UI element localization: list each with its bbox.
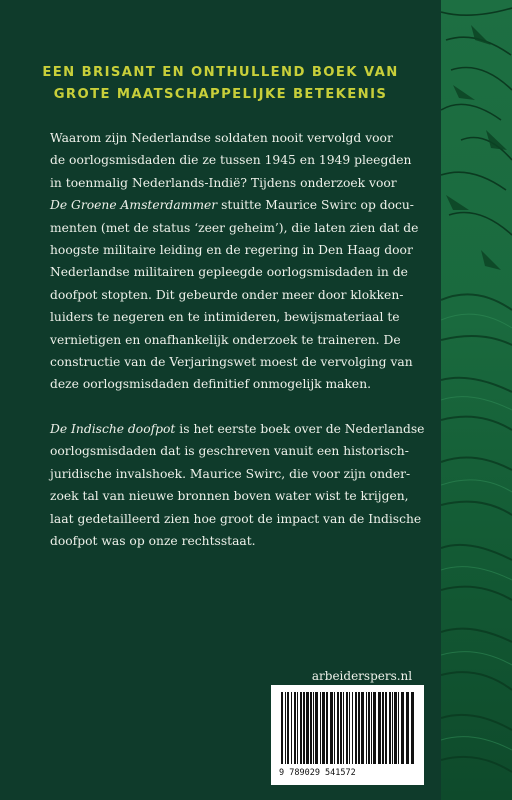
blurb-line-text: doofpot stopten. Dit gebeurde onder meer door klokken- bbox=[50, 287, 404, 302]
barcode-bar bbox=[378, 692, 381, 764]
barcode-bar bbox=[306, 692, 309, 764]
blurb-line-text: zoek tal van nieuwe bronnen boven water wist te krijgen, bbox=[50, 489, 409, 504]
barcode-bar bbox=[300, 692, 302, 764]
tagline bbox=[0, 62, 441, 106]
blurb-line bbox=[50, 239, 422, 261]
blurb-line-text: menten (met de status ‘zeer geheim’), die laten zien dat de bbox=[50, 220, 419, 235]
barcode-bar bbox=[315, 692, 318, 764]
blurb-line-text: luiders te negeren en te intimideren, bewijsmateriaal te bbox=[50, 310, 400, 325]
blurb-line-text: oorlogsmisdaden dat is geschreven vanuit een historisch- bbox=[50, 444, 409, 459]
blurb-line bbox=[50, 261, 422, 283]
blurb-line-text: in toenmalig Nederlands-Indië? Tijdens onderzoek voor bbox=[50, 175, 397, 190]
barcode-bar bbox=[401, 692, 404, 764]
blurb-line-text: laat gedetailleerd zien hoe groot de impact van de Indische bbox=[50, 511, 422, 526]
blurb-line bbox=[50, 306, 422, 328]
blurb-text bbox=[50, 127, 425, 552]
blurb-line bbox=[50, 172, 422, 194]
barcode-bar bbox=[411, 692, 414, 764]
barcode-bar bbox=[398, 692, 399, 764]
blurb-line bbox=[50, 284, 422, 306]
barcode-bar bbox=[368, 692, 370, 764]
tagline-line-2: GROTE MAATSCHAPPELIJKE BETEKENIS bbox=[53, 87, 388, 102]
barcode-bar bbox=[303, 692, 305, 764]
barcode-bar bbox=[394, 692, 397, 764]
blurb-line-text: juridische invalshoek. Maurice Swirc, die voor zijn onder- bbox=[50, 466, 411, 481]
barcode-bar bbox=[385, 692, 387, 764]
barcode-bar bbox=[406, 692, 409, 764]
blurb-line-text: constructie van de Verjaringswet moest de vervolging van bbox=[50, 355, 413, 370]
barcode-bar bbox=[294, 692, 296, 764]
blurb-line bbox=[50, 508, 422, 530]
barcode-bar bbox=[361, 692, 364, 764]
barcode-bar bbox=[287, 692, 289, 764]
blurb-line-text: hoogste militaire leiding en de regering in Den Haag door bbox=[50, 243, 413, 258]
publisher-url[interactable]: arbeiderspers.nl bbox=[311, 669, 413, 683]
barcode-bar bbox=[340, 692, 342, 764]
blurb-line-text: doofpot was op onze rechtsstaat. bbox=[50, 533, 256, 548]
isbn-barcode bbox=[271, 685, 424, 785]
blurb-line-text: stuitte Maurice Swirc op docu- bbox=[217, 198, 414, 213]
blurb-line bbox=[50, 194, 422, 216]
barcode-bar bbox=[346, 692, 348, 764]
blurb-line bbox=[50, 149, 422, 171]
barcode-bar bbox=[366, 692, 367, 764]
book-title-italic: De Groene Amsterdammer bbox=[50, 198, 218, 213]
barcode-bar bbox=[337, 692, 339, 764]
blurb-line bbox=[50, 329, 422, 351]
barcode-bars bbox=[279, 692, 416, 766]
blurb-paragraph-1 bbox=[50, 127, 422, 396]
blurb-line bbox=[50, 217, 422, 239]
barcode-bar bbox=[330, 692, 333, 764]
blurb-line-text: is het eerste boek over de Nederlandse bbox=[175, 421, 425, 436]
barcode-bar bbox=[392, 692, 393, 764]
blurb-line bbox=[50, 440, 422, 462]
barcode-bar bbox=[389, 692, 391, 764]
barcode-bar bbox=[358, 692, 360, 764]
blurb-line-text: vernietigen en onafhankelijk onderzoek te traineren. De bbox=[50, 332, 401, 347]
blurb-line-text: Waarom zijn Nederlandse soldaten nooit vervolgd voor bbox=[50, 131, 393, 145]
barcode-bar bbox=[320, 692, 321, 764]
blurb-line-text: de oorlogsmisdaden die ze tussen 1945 en 1949 pleegden bbox=[50, 153, 412, 168]
blurb-line bbox=[50, 351, 422, 373]
blurb-paragraph-2 bbox=[50, 418, 425, 552]
blurb-line bbox=[50, 418, 425, 440]
barcode-bar bbox=[285, 692, 286, 764]
barcode-bar bbox=[373, 692, 376, 764]
barcode-bar bbox=[313, 692, 314, 764]
blurb-line bbox=[50, 373, 422, 395]
barcode-bar bbox=[355, 692, 357, 764]
blurb-line bbox=[50, 463, 422, 485]
blurb-line bbox=[50, 485, 422, 507]
cover-photo-strip bbox=[441, 0, 512, 800]
blurb-line-text: Nederlandse militairen gepleegde oorlogsmisdaden in de bbox=[50, 265, 408, 280]
barcode-bar bbox=[349, 692, 350, 764]
barcode-bar bbox=[297, 692, 298, 764]
barcode-bar bbox=[334, 692, 335, 764]
blurb-line bbox=[50, 530, 422, 552]
barcode-bar bbox=[343, 692, 344, 764]
isbn-digits: 9 789029 541572 bbox=[279, 768, 356, 778]
barcode-bar bbox=[382, 692, 384, 764]
tagline-line-1: EEN BRISANT EN ONTHULLEND BOEK VAN bbox=[42, 65, 399, 80]
barcode-bar bbox=[310, 692, 312, 764]
rice-terrace-photo bbox=[441, 0, 512, 800]
blurb-line bbox=[50, 127, 422, 149]
barcode-bar bbox=[352, 692, 353, 764]
barcode-bar bbox=[326, 692, 328, 764]
barcode-bar bbox=[371, 692, 372, 764]
book-title-italic: De Indische doofpot bbox=[50, 421, 176, 436]
barcode-bar bbox=[291, 692, 292, 764]
barcode-bar bbox=[281, 692, 283, 764]
blurb-line-text: deze oorlogsmisdaden definitief onmogelijk maken. bbox=[50, 377, 372, 392]
barcode-bar bbox=[322, 692, 325, 764]
